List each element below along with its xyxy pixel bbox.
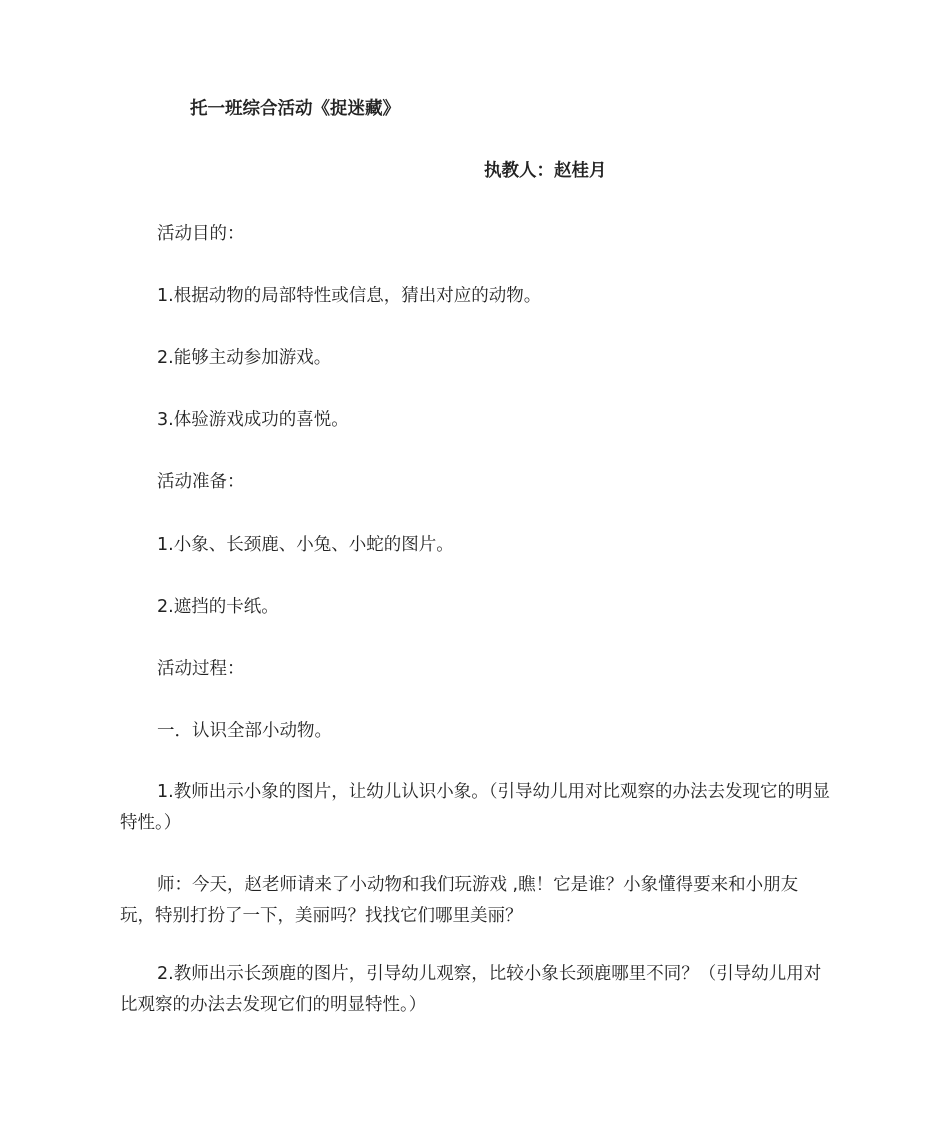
prep-item: 1.小象、长颈鹿、小兔、小蛇的图片。 <box>157 535 454 555</box>
author-line: 执教人：赵桂月 <box>484 161 607 181</box>
goals-heading: 活动目的： <box>157 224 245 244</box>
body-paragraph: 2.教师出示长颈鹿的图片，引导幼儿观察，比较小象长颈鹿哪里不同？（引导幼儿用对比观察的办法去发现它们的明显特性。） <box>120 964 822 1015</box>
prep-heading: 活动准备： <box>157 472 245 492</box>
goal-item: 1.根据动物的局部特性或信息，猜出对应的动物。 <box>157 286 542 306</box>
body-paragraph: 1.教师出示小象的图片，让幼儿认识小象。（引导幼儿用对比观察的办法去发现它的明显特性。） <box>120 782 830 833</box>
goal-item: 2.能够主动参加游戏。 <box>157 348 332 368</box>
process-heading: 活动过程： <box>157 659 245 679</box>
step-one-heading: 一．认识全部小动物。 <box>157 721 332 741</box>
prep-item: 2.遮挡的卡纸。 <box>157 597 279 617</box>
goal-item: 3.体验游戏成功的喜悦。 <box>157 410 349 430</box>
document-title: 托一班综合活动《捉迷藏》 <box>190 99 400 119</box>
body-paragraph: 师：今天，赵老师请来了小动物和我们玩游戏 ,瞧！它是谁？小象懂得要来和小朋友玩，特别打扮了一下，美丽吗？找找它们哪里美丽？ <box>120 875 799 926</box>
